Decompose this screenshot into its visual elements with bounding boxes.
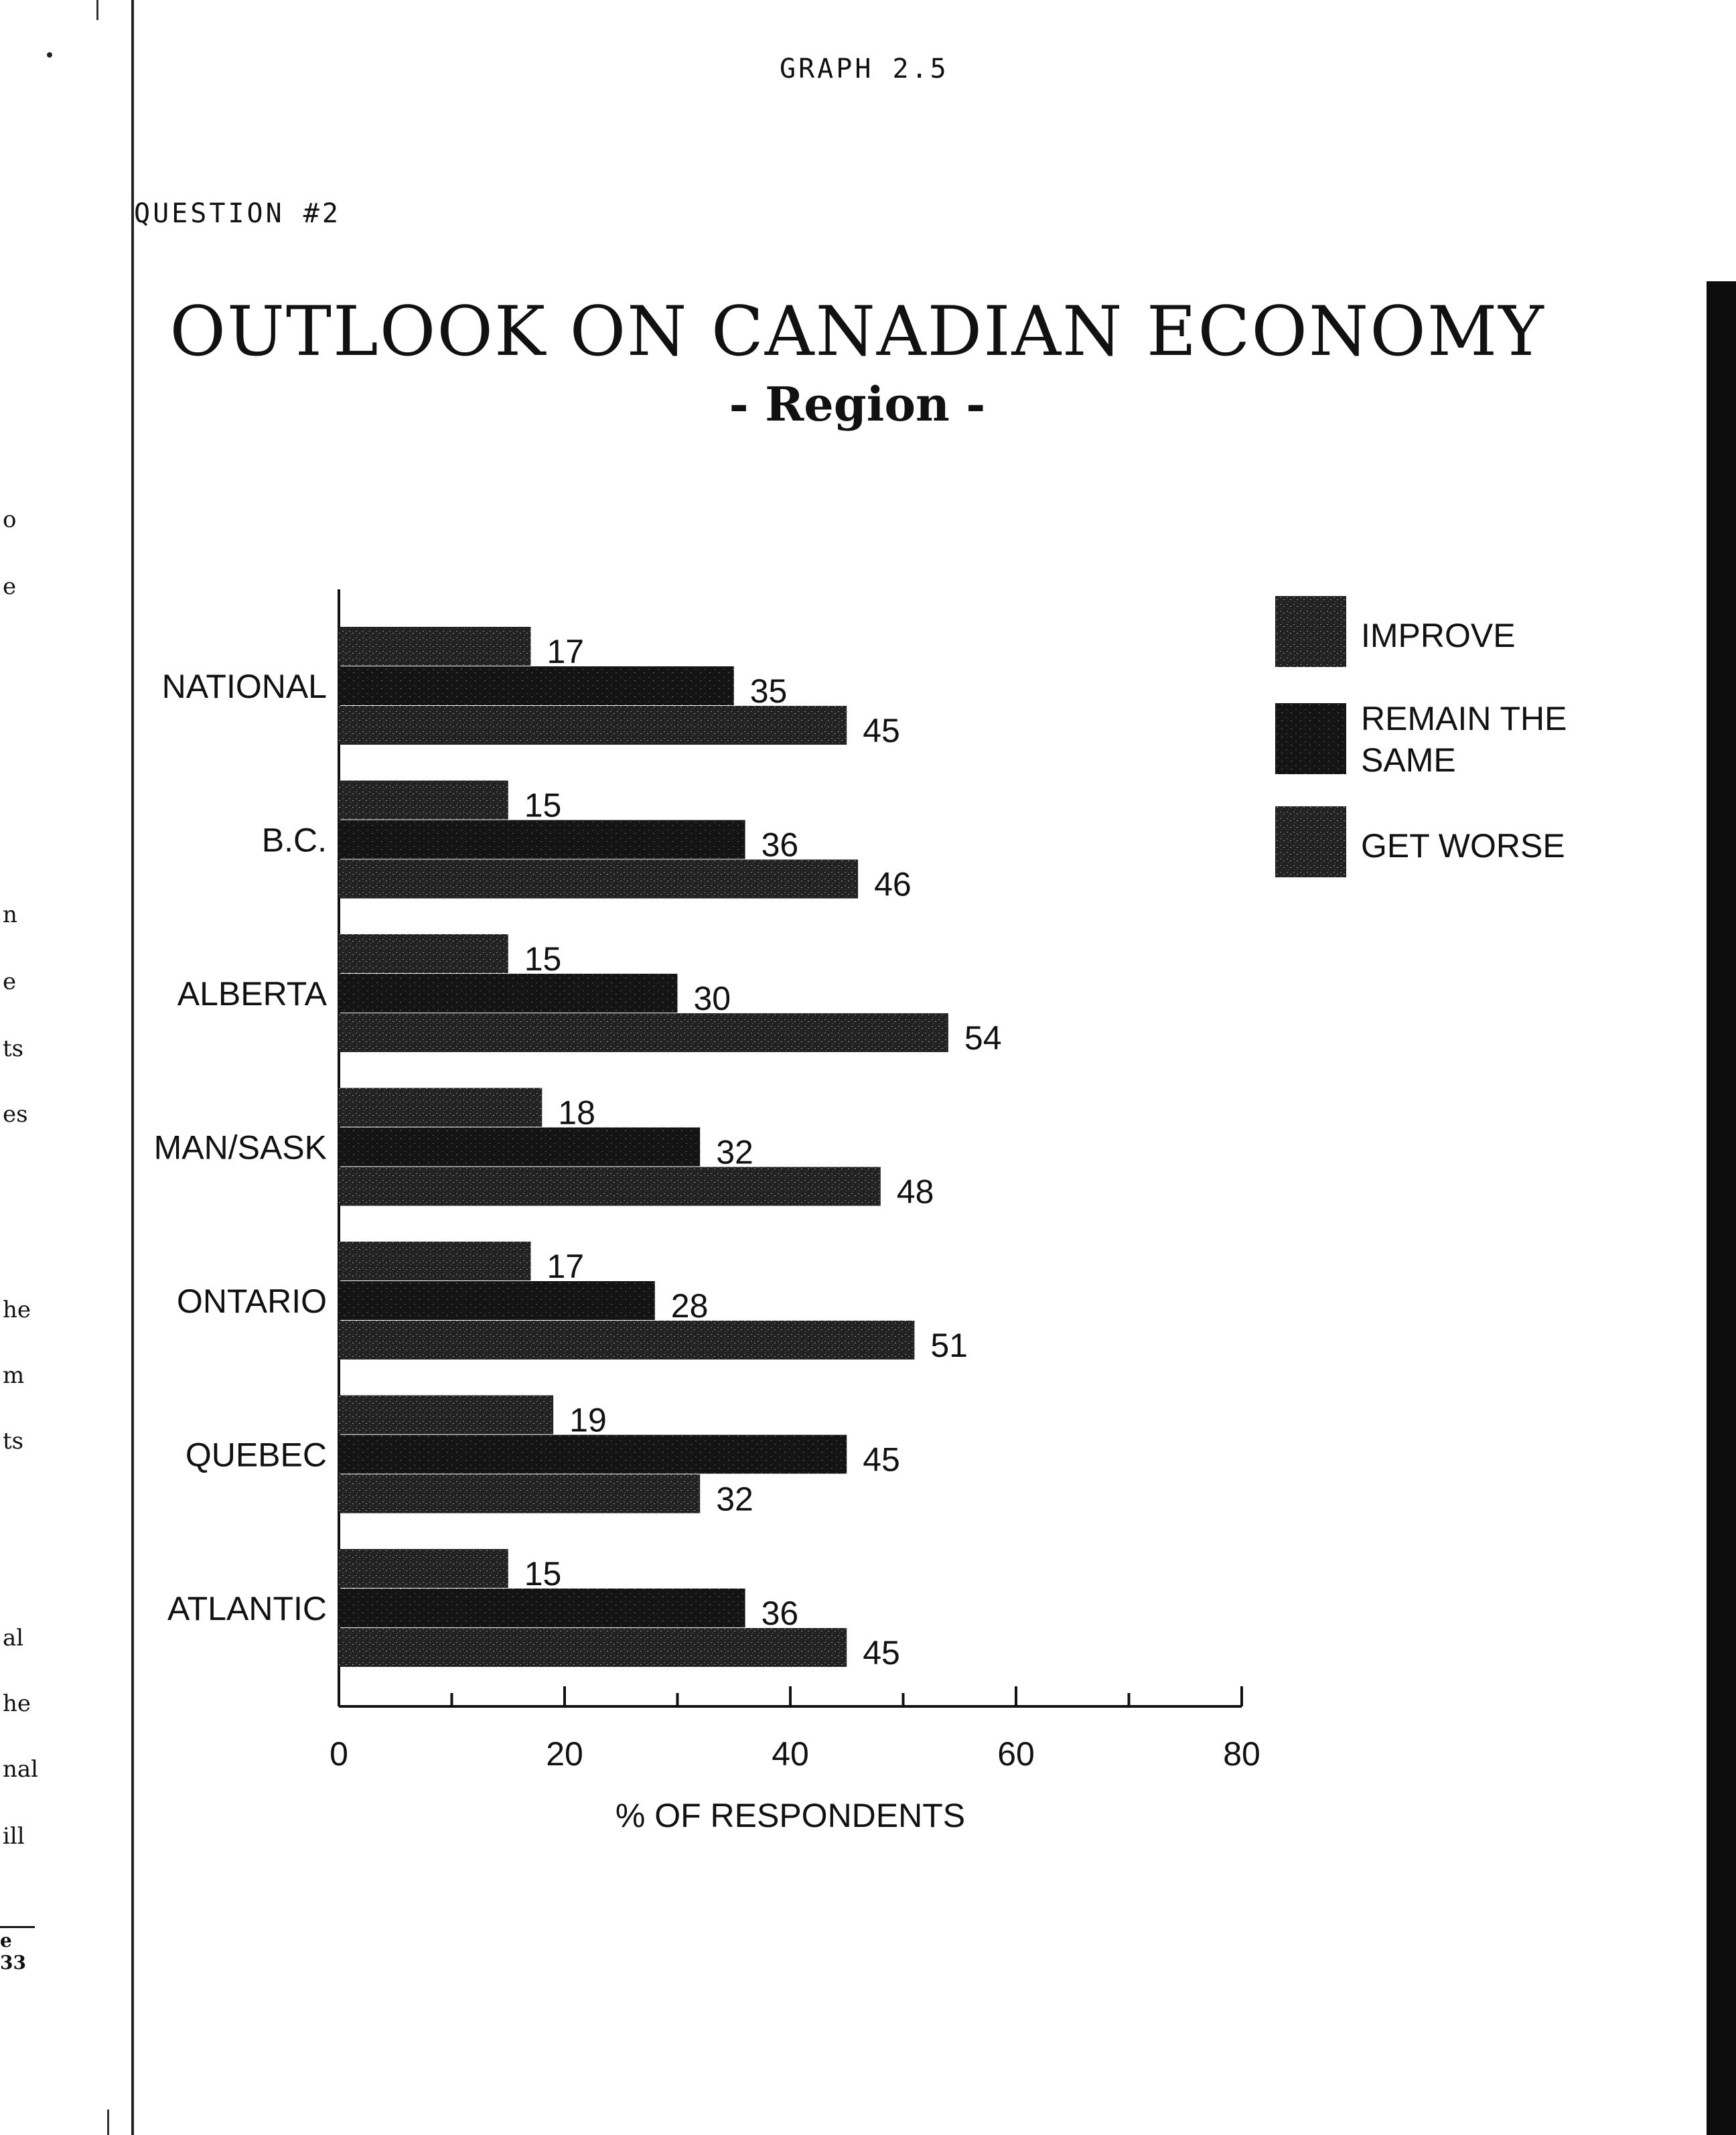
legend-swatch	[1275, 806, 1346, 877]
graph-number: GRAPH 2.5	[780, 54, 949, 84]
bar-improve	[339, 781, 508, 820]
x-axis-label: % OF RESPONDENTS	[615, 1797, 966, 1834]
data-label: 18	[558, 1094, 595, 1132]
bar-remain-the-same	[339, 1128, 700, 1167]
margin-fragment: e	[3, 968, 17, 995]
data-label: 35	[749, 672, 788, 710]
data-label: 17	[547, 1248, 585, 1285]
page-number: e 33	[0, 1926, 35, 1974]
data-label: 15	[524, 786, 562, 824]
category-label: ATLANTIC	[167, 1590, 327, 1627]
margin-fragment: e	[3, 573, 17, 600]
margin-fragment: n	[3, 901, 17, 928]
category-label: ONTARIO	[176, 1282, 327, 1320]
x-tick-label: 40	[772, 1735, 809, 1773]
bar-improve	[339, 934, 508, 973]
data-label: 45	[863, 1634, 900, 1672]
bar-get-worse	[339, 1628, 847, 1667]
margin-fragment: ill	[3, 1823, 25, 1850]
margin-fragment: ts	[3, 1428, 24, 1455]
data-label: 54	[964, 1019, 1002, 1057]
legend-label: SAME	[1361, 741, 1456, 779]
margin-fragment: he	[3, 1690, 31, 1717]
category-label: ALBERTA	[177, 975, 327, 1013]
category-label: NATIONAL	[161, 668, 327, 705]
x-tick-label: 0	[330, 1735, 348, 1773]
bar-improve	[339, 1088, 542, 1127]
margin-fragment: m	[3, 1362, 25, 1389]
bar-remain-the-same	[339, 666, 734, 705]
margin-fragment: al	[3, 1625, 24, 1651]
data-label: 48	[896, 1173, 934, 1211]
bar-get-worse	[339, 706, 847, 745]
data-label: 45	[863, 1441, 900, 1479]
data-label: 46	[874, 865, 912, 903]
data-label: 36	[761, 826, 799, 864]
x-tick-label: 60	[997, 1735, 1035, 1773]
question-label: QUESTION #2	[134, 198, 341, 229]
legend-label: REMAIN THE	[1361, 700, 1567, 737]
data-label: 15	[524, 1555, 562, 1593]
legend-swatch	[1275, 703, 1346, 774]
margin-fragment: nal	[3, 1756, 39, 1783]
chart-subtitle: - Region -	[729, 376, 986, 432]
bar-remain-the-same	[339, 1589, 745, 1627]
data-label: 15	[524, 940, 562, 978]
bar-remain-the-same	[339, 1435, 847, 1474]
bar-remain-the-same	[339, 820, 745, 859]
category-label: B.C.	[261, 821, 327, 859]
chart-title: OUTLOOK ON CANADIAN ECONOMY	[169, 292, 1545, 372]
data-label: 17	[547, 633, 585, 670]
data-label: 28	[670, 1287, 709, 1325]
data-label: 51	[930, 1327, 968, 1364]
bar-improve	[339, 627, 530, 666]
data-label: 32	[716, 1480, 753, 1518]
bar-get-worse	[339, 1013, 948, 1052]
data-label: 30	[693, 980, 731, 1017]
bar-remain-the-same	[339, 974, 678, 1013]
data-label: 19	[569, 1401, 607, 1439]
x-tick-label: 80	[1223, 1735, 1260, 1773]
bar-remain-the-same	[339, 1281, 655, 1320]
bar-improve	[339, 1242, 530, 1280]
legend-label: IMPROVE	[1361, 617, 1516, 654]
bar-improve	[339, 1396, 553, 1434]
margin-fragment: he	[3, 1297, 31, 1323]
bar-get-worse	[339, 1321, 914, 1359]
bar-get-worse	[339, 1475, 700, 1514]
bar-get-worse	[339, 860, 858, 899]
data-label: 36	[761, 1595, 799, 1632]
legend-label: GET WORSE	[1361, 827, 1565, 865]
x-tick-label: 20	[546, 1735, 583, 1773]
margin-fragment: ts	[3, 1035, 24, 1062]
category-label: MAN/SASK	[153, 1128, 327, 1167]
bar-get-worse	[339, 1167, 881, 1206]
data-label: 45	[863, 712, 900, 749]
legend-swatch	[1275, 596, 1346, 667]
bar-improve	[339, 1549, 508, 1588]
data-label: 32	[716, 1133, 753, 1171]
margin-fragment: o	[3, 506, 17, 533]
margin-fragment: es	[3, 1101, 28, 1128]
category-label: QUEBEC	[185, 1436, 327, 1474]
